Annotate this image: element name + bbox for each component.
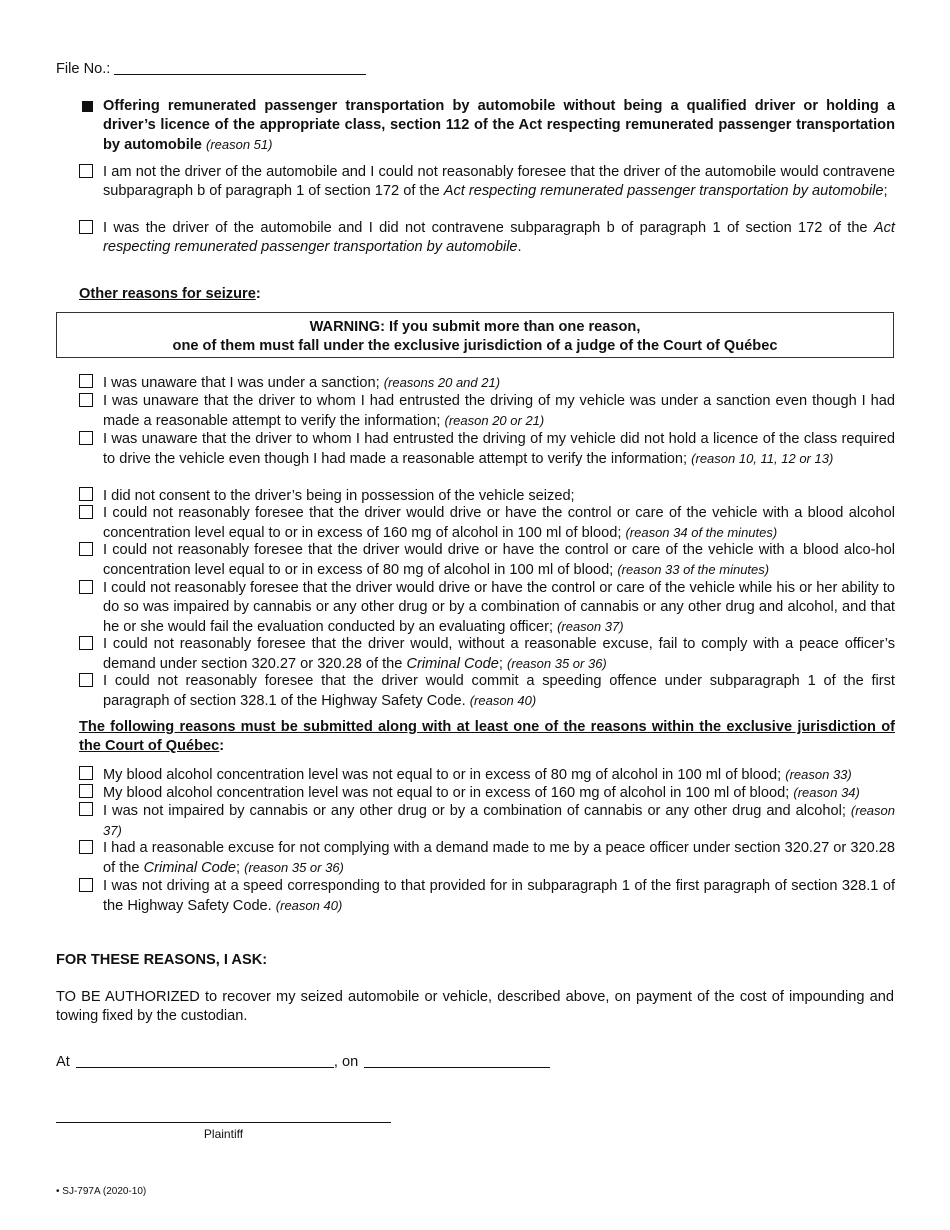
reason-item: I could not reasonably foresee that the driver would drive or have the control or care of the vehicle with a blood alcohol concentration level equal to or in excess of 160 mg of alcohol in 100 ml of blood; (reason 34 of the minutes) [79, 504, 895, 543]
on-label: , on [333, 1054, 359, 1070]
warning-box [56, 312, 894, 358]
checkbox[interactable] [79, 431, 93, 445]
reason-item: I did not consent to the driver’s being in possession of the vehicle seized; [79, 486, 895, 506]
warning-line-1: WARNING: If you submit more than one reason, [309, 319, 641, 335]
file-no-field[interactable] [114, 74, 366, 75]
checkbox[interactable] [79, 802, 93, 816]
checkbox[interactable] [79, 878, 93, 892]
plaintiff-signature-line[interactable] [56, 1122, 391, 1123]
reason-item: I was unaware that I was under a sanction; (reasons 20 and 21) [79, 373, 895, 393]
checkbox[interactable] [79, 636, 93, 650]
section-heading-reason: (reason 51) [205, 137, 273, 152]
section-heading-text: Offering remunerated passenger transportation by automobile without being a qualified driver or holding a driver’s licence of the appropriate class, section 112 of the Act respecting remunerated passenger transportation by automobile [103, 98, 895, 153]
square-bullet-icon [82, 101, 93, 112]
section-option-2: I was the driver of the automobile and I did not contravene subparagraph b of paragraph 1 of section 172 of the Act respecting remunerated passenger transportation by automobile. [79, 219, 895, 257]
reason-item: I could not reasonably foresee that the driver would, without a reasonable excuse, fail to comply with a peace officer’s demand under section 320.27 or 320.28 of the Criminal Code; (reason 35 or 36) [79, 635, 895, 674]
request-text: TO BE AUTHORIZED to recover my seized automobile or vehicle, described above, on payment of the cost of impounding and towing fixed by the custodian. [56, 989, 894, 1024]
checkbox[interactable] [79, 542, 93, 556]
following-item: My blood alcohol concentration level was not equal to or in excess of 160 mg of alcohol in 100 ml of blood; (reason 34) [79, 783, 895, 803]
checkbox[interactable] [79, 505, 93, 519]
checkbox[interactable] [79, 840, 93, 854]
date-field[interactable] [364, 1067, 550, 1068]
following-item: My blood alcohol concentration level was not equal to or in excess of 80 mg of alcohol in 100 ml of blood; (reason 33) [79, 765, 895, 785]
place-field[interactable] [76, 1067, 334, 1068]
checkbox[interactable] [79, 673, 93, 687]
file-no-label: File No.: [56, 61, 111, 77]
checkbox[interactable] [79, 374, 93, 388]
checkbox[interactable] [79, 766, 93, 780]
following-reasons-heading: The following reasons must be submitted along with at least one of the reasons within the exclusive jurisdiction of the Court of Québec: [79, 719, 895, 754]
checkbox[interactable] [79, 393, 93, 407]
checkbox[interactable] [79, 580, 93, 594]
form-code: • SJ-797A (2020-10) [56, 1186, 147, 1197]
reason-item: I could not reasonably foresee that the driver would commit a speeding offence under subparagraph 1 of the first paragraph of section 328.1 of the Highway Safety Code. (reason 40) [79, 672, 895, 711]
reason-item: I could not reasonably foresee that the driver would drive or have the control or care of the vehicle while his or her ability to do so was impaired by cannabis or any other drug or by a combination of cannabis or any other drug and alcohol, and that he or she would fail the evaluation conducted by an evaluating officer; (reason 37) [79, 579, 895, 637]
section-option-1: I am not the driver of the automobile and I could not reasonably foresee that the driver of the automobile would contravene subparagraph b of paragraph 1 of section 172 of the Act respecting remunerated passenger transportation by automobile; [79, 163, 895, 201]
other-reasons-heading: Other reasons for seizure: [79, 286, 261, 302]
following-item: I was not impaired by cannabis or any other drug or by a combination of cannabis or any other drug and alcohol; (reason 37) [79, 801, 895, 841]
checkbox[interactable] [79, 220, 93, 234]
checkbox[interactable] [79, 164, 93, 178]
reason-item: I was unaware that the driver to whom I had entrusted the driving of my vehicle was under a sanction even though I had made a reasonable attempt to verify the information; (reason 20 or 21) [79, 392, 895, 431]
reason-item: I was unaware that the driver to whom I had entrusted the driving of my vehicle did not hold a licence of the class required to drive the vehicle even though I had made a reasonable attempt to verify the information; (reason 10, 11, 12 or 13) [79, 430, 895, 469]
at-label: At [56, 1054, 70, 1070]
following-item: I was not driving at a speed corresponding to that provided for in subparagraph 1 of the first paragraph of section 328.1 of the Highway Safety Code. (reason 40) [79, 877, 895, 916]
warning-line-2: one of them must fall under the exclusive jurisdiction of a judge of the Court of Québec [172, 338, 778, 354]
following-item: I had a reasonable excuse for not complying with a demand made to me by a peace officer under section 320.27 or 320.28 of the Criminal Code; (reason 35 or 36) [79, 839, 895, 878]
checkbox[interactable] [79, 487, 93, 501]
checkbox[interactable] [79, 784, 93, 798]
signature-place-date [56, 1053, 550, 1072]
section-heading [103, 97, 895, 155]
file-no [56, 60, 366, 79]
plaintiff-label: Plaintiff [203, 1127, 244, 1141]
reason-item: I could not reasonably foresee that the driver would drive or have the control or care of the vehicle with a blood alco-hol concentration level equal to or in excess of 80 mg of alcohol in 100 ml of blood; (reason 33 of the minutes) [79, 541, 895, 580]
for-these-reasons-heading: FOR THESE REASONS, I ASK: [56, 952, 268, 968]
